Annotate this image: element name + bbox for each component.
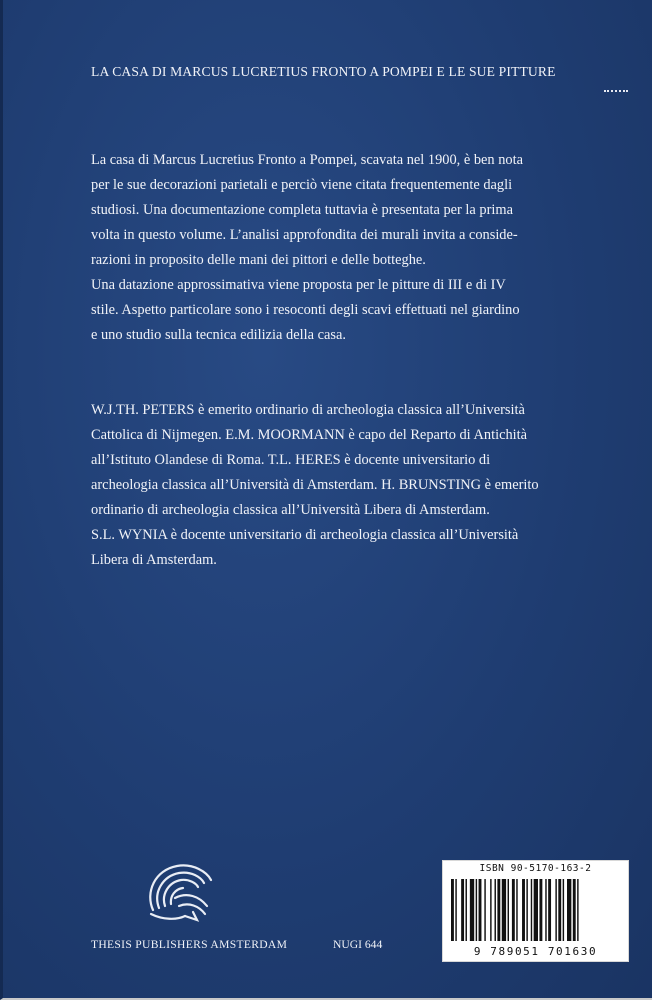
barcode-bar [455, 879, 456, 941]
barcode-bar [461, 879, 464, 941]
barcode-bar [555, 879, 556, 941]
barcode-bar [502, 879, 506, 941]
description-line: razioni in proposito delle mani dei pittori e delle botteghe. [91, 252, 426, 268]
barcode-bar [451, 879, 454, 941]
authors-line: ordinario di archeologia classica all’Università Libera di Amsterdam. [91, 502, 490, 518]
barcode-bars [451, 879, 622, 941]
authors-line: Libera di Amsterdam. [91, 552, 217, 568]
barcode-bar [508, 879, 509, 941]
barcode-bar [563, 879, 564, 941]
authors-paragraph [91, 398, 571, 573]
description-line: Una datazione approssimativa viene proposta per le pitture di III e di IV [91, 277, 506, 293]
barcode-bar [577, 879, 578, 941]
barcode-bar [531, 879, 532, 941]
barcode-bar [476, 879, 477, 941]
authors-line: W.J.TH. PETERS è emerito ordinario di archeologia classica all’Università [91, 402, 525, 418]
decorative-dash [604, 90, 628, 94]
barcode-bar [522, 879, 525, 941]
barcode [442, 860, 629, 962]
isbn-label: ISBN 90-5170-163-2 [479, 863, 592, 874]
barcode-bar [484, 879, 485, 941]
description-line: stile. Aspetto particolare sono i resoconti degli scavi effettuati nel giardino [91, 302, 520, 318]
description-paragraph [91, 148, 571, 348]
barcode-bar [567, 879, 571, 941]
barcode-bar [534, 879, 538, 941]
authors-line: Cattolica di Nijmegen. E.M. MOORMANN è capo del Reparto di Antichità [91, 427, 528, 443]
barcode-bar [512, 879, 515, 941]
barcode-bar [490, 879, 491, 941]
barcode-bar [558, 879, 561, 941]
barcode-bar [466, 879, 467, 941]
authors-line: all’Istituto Olandese di Roma. T.L. HERES è docente universitario di [91, 452, 491, 468]
description-line: studiosi. Una documentazione completa tuttavia è presentata per la prima [91, 202, 513, 218]
authors-line: S.L. WYNIA è docente universitario di archeologia classica all’Università [91, 527, 519, 543]
book-title: LA CASA DI MARCUS LUCRETIUS FRONTO A POMPEI E LE SUE PITTURE [91, 64, 556, 79]
barcode-bar [470, 879, 474, 941]
barcode-bar [548, 879, 551, 941]
barcode-bar [516, 879, 517, 941]
description-line: e uno studio sulla tecnica edilizia della casa. [91, 327, 346, 343]
barcode-bar [545, 879, 546, 941]
nugi-code: NUGI 644 [333, 938, 383, 951]
barcode-bar [539, 879, 542, 941]
barcode-bar [573, 879, 576, 941]
description-line: volta in questo volume. L’analisi approfondita dei murali invita a conside- [91, 227, 518, 243]
barcode-bar [495, 879, 496, 941]
description-line: per le sue decorazioni parietali e perciò viene citata frequentemente dagli [91, 177, 513, 193]
barcode-bar [526, 879, 527, 941]
publisher-name: THESIS PUBLISHERS AMSTERDAM [91, 938, 288, 951]
barcode-bar [479, 879, 482, 941]
barcode-digits: 9 789051 701630 [473, 945, 598, 958]
barcode-bar [497, 879, 500, 941]
description-line: La casa di Marcus Lucretius Fronto a Pompei, scavata nel 1900, è ben nota [91, 152, 523, 168]
authors-line: archeologia classica all’Università di Amsterdam. H. BRUNSTING è emerito [91, 477, 539, 493]
helmet-logo-icon [141, 858, 217, 928]
